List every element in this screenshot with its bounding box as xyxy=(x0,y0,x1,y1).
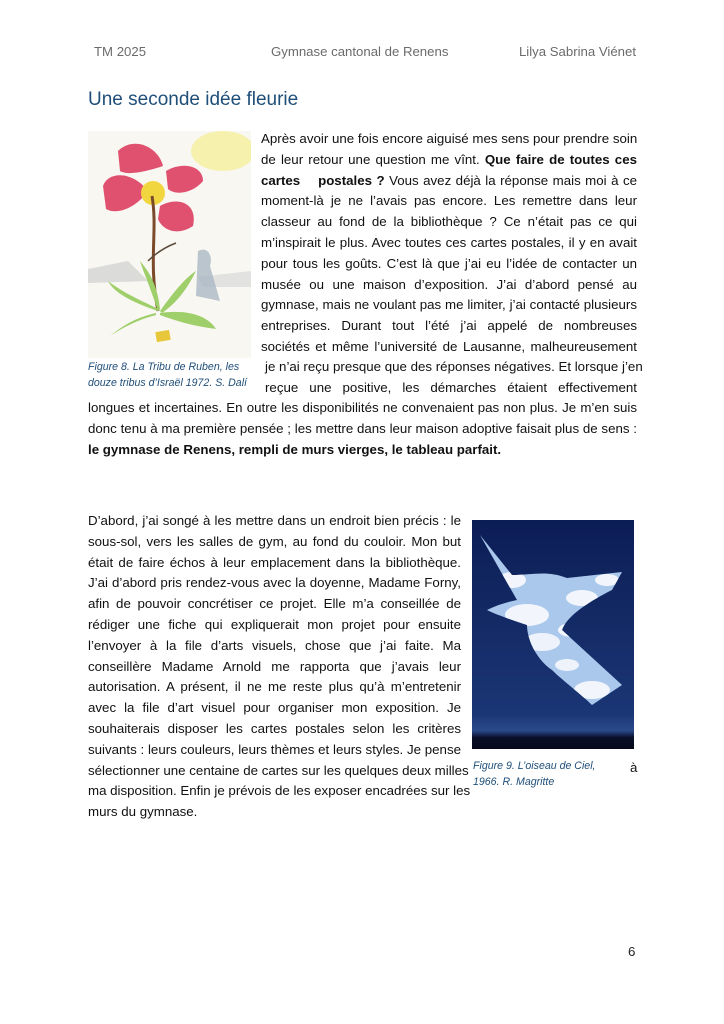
figure-9-image xyxy=(472,520,634,749)
orphan-word: à xyxy=(630,760,638,775)
text-line: musée ou une maison d’exposition. J’ai d’abord pensé au xyxy=(261,276,637,292)
text-line: longues et incertaines. En outre les disponibilités ne convenaient pas non plus. Je m’en suis xyxy=(88,400,637,415)
text-line: gymnase, mais ne voulant pas me limiter, j’ai contacté plusieurs xyxy=(261,297,637,313)
text-line: cartes postales ? Vous avez déjà la réponse mais moi à ce xyxy=(261,172,637,188)
text-line: afin de pouvoir concrétiser ce projet. Elle m’a conseillée de xyxy=(88,596,461,612)
paragraph-1 xyxy=(261,129,637,358)
figure-8-caption xyxy=(88,360,263,391)
dali-flower-illustration xyxy=(88,131,251,358)
header-center: Gymnase cantonal de Renens xyxy=(271,44,449,59)
text-line: l’envoyer à la file d’arts visuels, chose que j’ai faite. Ma xyxy=(88,637,461,653)
text-line: reçue une positive, les démarches étaient effectivement xyxy=(265,379,637,395)
text-line: J’ai d’abord pris rendez-vous avec la doyenne, Madame Forny, xyxy=(88,575,461,591)
text-line: moment-là je ne l’avais pas encore. Les remettre dans leur xyxy=(261,193,637,209)
caption-line: douze tribus d’Israël 1972. S. Dalí xyxy=(88,376,247,389)
text-line: souhaiterais disposer les cartes postales selon les critères xyxy=(88,720,461,736)
text-line: était de faire échos à leur emplacement dans la bibliothèque. xyxy=(88,554,461,570)
text-line: donc tenu à ma première pensée ; les mettre dans leur maison adoptive faisait plus de sens : xyxy=(88,420,637,436)
text-line: Après avoir une fois encore aiguisé mes sens pour prendre soin xyxy=(261,131,638,146)
section-title: Une seconde idée fleurie xyxy=(88,89,299,110)
paragraph-1-continued xyxy=(265,357,643,399)
caption-line: Figure 8. La Tribu de Ruben, les xyxy=(88,361,240,373)
text-line: autorisation. A présent, il ne me reste plus qu’à m’entretenir xyxy=(88,679,461,695)
text-line: m’inspirait le plus. Avec toutes ces cartes postales, il y en avait xyxy=(261,234,637,250)
text-line: D’abord, j’ai songé à les mettre dans un endroit bien précis : le xyxy=(88,513,461,528)
text-line: sélectionner une centaine de cartes sur les quelques deux milles xyxy=(88,762,469,778)
text-line: classeur au fond de la bibliothèque ? Ce n’était pas ce qui xyxy=(261,214,637,230)
caption-line: 1966. R. Magritte xyxy=(473,775,555,788)
magritte-sky-bird-illustration xyxy=(472,520,634,749)
header-left: TM 2025 xyxy=(94,44,147,59)
text-line: conseillère Madame Arnold me rapporta que j’avais leur xyxy=(88,658,461,674)
header-right: Lilya Sabrina Viénet xyxy=(518,44,636,59)
text-line: pour tous les goûts. C’est là que j’ai eu l’idée de contacter un xyxy=(261,255,637,271)
text-line: rédiger une fiche qui expliquerait mon projet pour ensuite xyxy=(88,616,461,632)
paragraph-1-full-width xyxy=(88,398,637,460)
page-number: 6 xyxy=(628,944,636,959)
text-line: sous-sol, vers les salles de gym, au fond du couloir. Mon but xyxy=(88,533,461,549)
text-line: murs du gymnase. xyxy=(88,804,198,820)
paragraph-2 xyxy=(88,511,471,823)
text-line: suivants : leurs couleurs, leurs thèmes et leurs styles. Je pense xyxy=(88,741,461,757)
text-line: avec la file d’art visuel pour organiser mon exposition. Je xyxy=(88,700,461,716)
text-line: entreprises. Durant tout l’été j’ai appelé de nombreuses xyxy=(261,318,637,334)
figure-8-image xyxy=(88,131,251,358)
caption-line: Figure 9. L’oiseau de Ciel, xyxy=(473,760,596,772)
text-line-bold: le gymnase de Renens, rempli de murs vierges, le tableau parfait. xyxy=(88,441,502,457)
figure-9-caption xyxy=(473,759,613,790)
text-line: ma disposition. Enfin je prévois de les exposer encadrées sur les xyxy=(88,783,471,799)
text-line: sociétés et même l’université de Lausanne, malheureusement xyxy=(261,338,637,354)
text-line: de leur retour une question me vînt. Que faire de toutes ces xyxy=(261,151,637,167)
text-line: je n’ai reçu presque que des réponses négatives. Et lorsque j’en xyxy=(265,359,643,374)
